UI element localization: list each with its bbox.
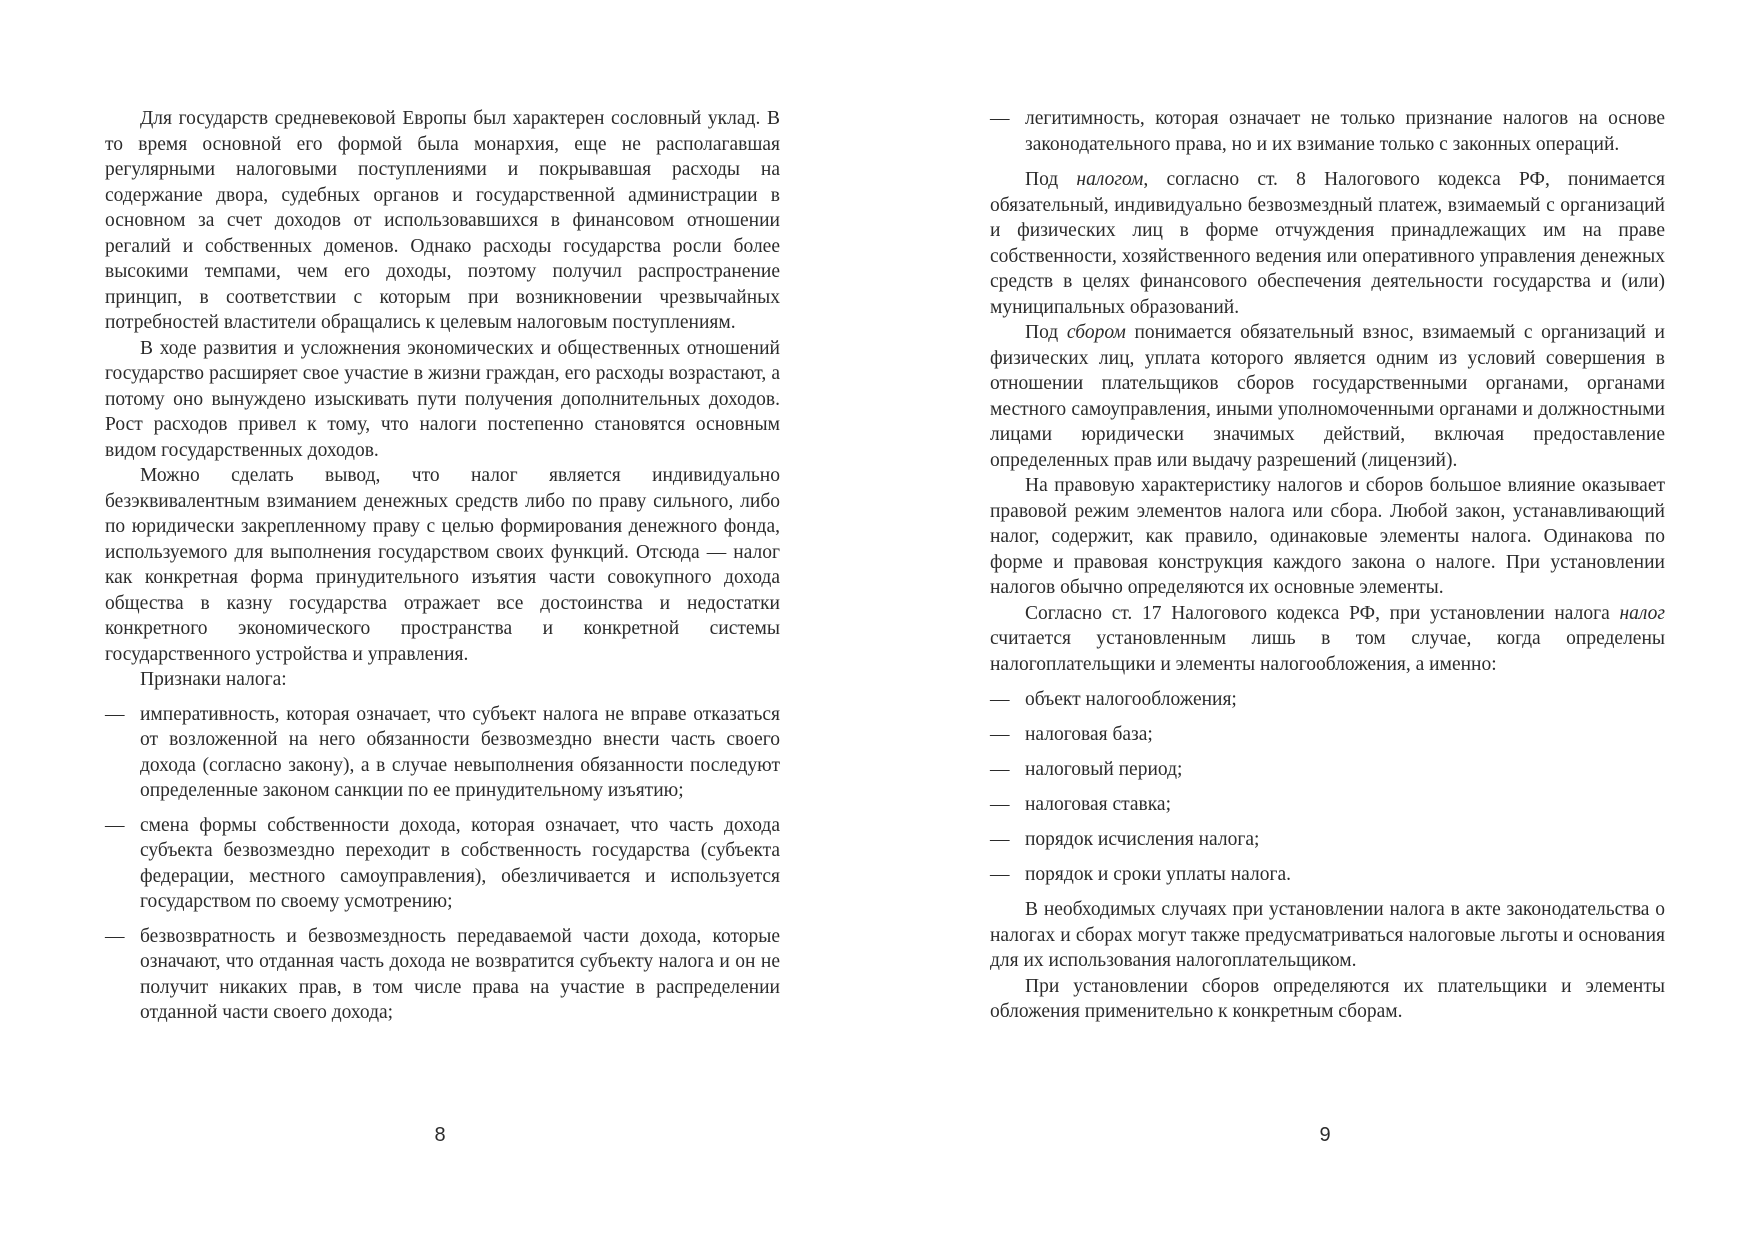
tax-features-list	[105, 702, 780, 1026]
text: понимается обязательный взнос, взимаемый с организаций и физических лиц, уплата которого является одним из условий совершения в отношении плательщиков сборов государственными органами, органами местного самоуправления, иными уполномоченными органами и должностными лицами юридически значимых действий, включая предоставление определенных прав или выдачу разрешений (лицензий).	[990, 322, 1665, 471]
tax-elements-list	[990, 687, 1665, 888]
fee-definition	[990, 320, 1665, 473]
paragraph: При установлении сборов определяются их плательщики и элементы обложения применительно к конкретным сборам.	[990, 975, 1665, 1022]
list-item: — порядок исчисления налога;	[990, 827, 1665, 853]
page-number: 9	[1319, 1124, 1331, 1146]
list-item: — легитимность, которая означает не только признание налогов на основе законодательного права, но и их взимание только с законных операций.	[990, 106, 1665, 157]
list-item: — налоговая ставка;	[990, 792, 1665, 818]
list-heading: Признаки налога:	[140, 669, 287, 690]
paragraph: Для государств средневековой Европы был характерен сословный уклад. В то время основной его формой была монархия, еще не располагавшая регулярными налоговыми поступлениями и покрывавшая расходы на содержание двора, судебных органов и государственной администрации в основном за счет доходов от использовавшихся в финансовом отношении регалий и собственных доменов. Однако расходы государства росли более высокими темпами, чем его доходы, поэтому получил распространение принцип, в соответствии с которым при возникновении чрезвычайных потребностей властители обращались к целевым налоговым поступлениям.	[105, 108, 780, 333]
article-17-paragraph	[990, 601, 1665, 678]
list-item: — императивность, которая означает, что субъект налога не вправе отказаться от возложенной на него обязанности безвозмездно внести часть своего дохода (согласно закону), а в случае невыполнения обязанности последуют определенные законом санкции по ее принудительному изъятию;	[105, 702, 780, 804]
text: , согласно ст. 8 Налогового кодекса РФ, понимается обязательный, индивидуально безвозмездный платеж, взимаемый с организаций и физических лиц в форме отчуждения принадлежащих им на праве собственности, хозяйственного ведения или оперативного управления денежных средств в целях финансового обеспечения деятельности государства и (или) муниципальных образований.	[990, 169, 1665, 318]
list-item: — безвозвратность и безвозмездность передаваемой части дохода, которые означают, что отданная часть дохода не возвратится субъекту налога и он не получит никаких прав, в том числе права на участие в распределении отданной части своего дохода;	[105, 924, 780, 1026]
defined-term: налогом	[1076, 169, 1144, 190]
text: Под	[1025, 322, 1067, 343]
paragraph: На правовую характеристику налогов и сборов большое влияние оказывает правовой режим элементов налога или сбора. Любой закон, устанавливающий налог, содержит, как правило, одинаковые элементы налога. Одинакова по форме и правовая конструкция каждого закона о налоге. При установлении налогов обычно определяются их основные элементы.	[990, 475, 1665, 598]
right-page	[990, 106, 1665, 1025]
list-item: — объект налогообложения;	[990, 687, 1665, 713]
text: Согласно ст. 17 Налогового кодекса РФ, при установлении налога	[1025, 602, 1620, 624]
paragraph: В ходе развития и усложнения экономических и общественных отношений государство расширяет свое участие в жизни граждан, его расходы возрастают, а потому оно вынуждено изыскивать пути получения дополнительных доходов. Рост расходов привел к тому, что налоги постепенно становятся основным видом государственных доходов.	[105, 337, 780, 461]
defined-term: сбором	[1066, 322, 1126, 343]
defined-term: налог	[1619, 602, 1665, 624]
list-item: — порядок и сроки уплаты налога.	[990, 862, 1665, 888]
page-number: 8	[434, 1124, 446, 1146]
list-item: — налоговый период;	[990, 757, 1665, 783]
left-page	[105, 106, 780, 1026]
tax-features-list-continued	[990, 106, 1665, 157]
text: считается установленным лишь в том случае, когда определены налогоплательщики и элементы налогообложения, а именно:	[990, 628, 1665, 675]
text: Под	[1025, 169, 1077, 190]
list-item: — смена формы собственности дохода, которая означает, что часть дохода субъекта безвозмездно переходит в собственность государства (субъекта федерации, местного самоуправления), обезличивается и используется государством по своему усмотрению;	[105, 813, 780, 915]
list-item: — налоговая база;	[990, 722, 1665, 748]
paragraph: Можно сделать вывод, что налог является индивидуально безэквивалентным взиманием денежных средств либо по праву сильного, либо по юридически закрепленному праву с целью формирования денежного фонда, используемого для выполнения государством своих функций. Отсюда — налог как конкретная форма принудительного изъятия части совокупного дохода общества в казну государства отражает все достоинства и недостатки конкретного экономического пространства и конкретной системы государственного устройства и управления.	[105, 465, 780, 665]
tax-definition	[990, 167, 1665, 320]
paragraph: В необходимых случаях при установлении налога в акте законодательства о налогах и сборах могут также предусматриваться налоговые льготы и основания для их использования налогоплательщиком.	[990, 899, 1665, 971]
